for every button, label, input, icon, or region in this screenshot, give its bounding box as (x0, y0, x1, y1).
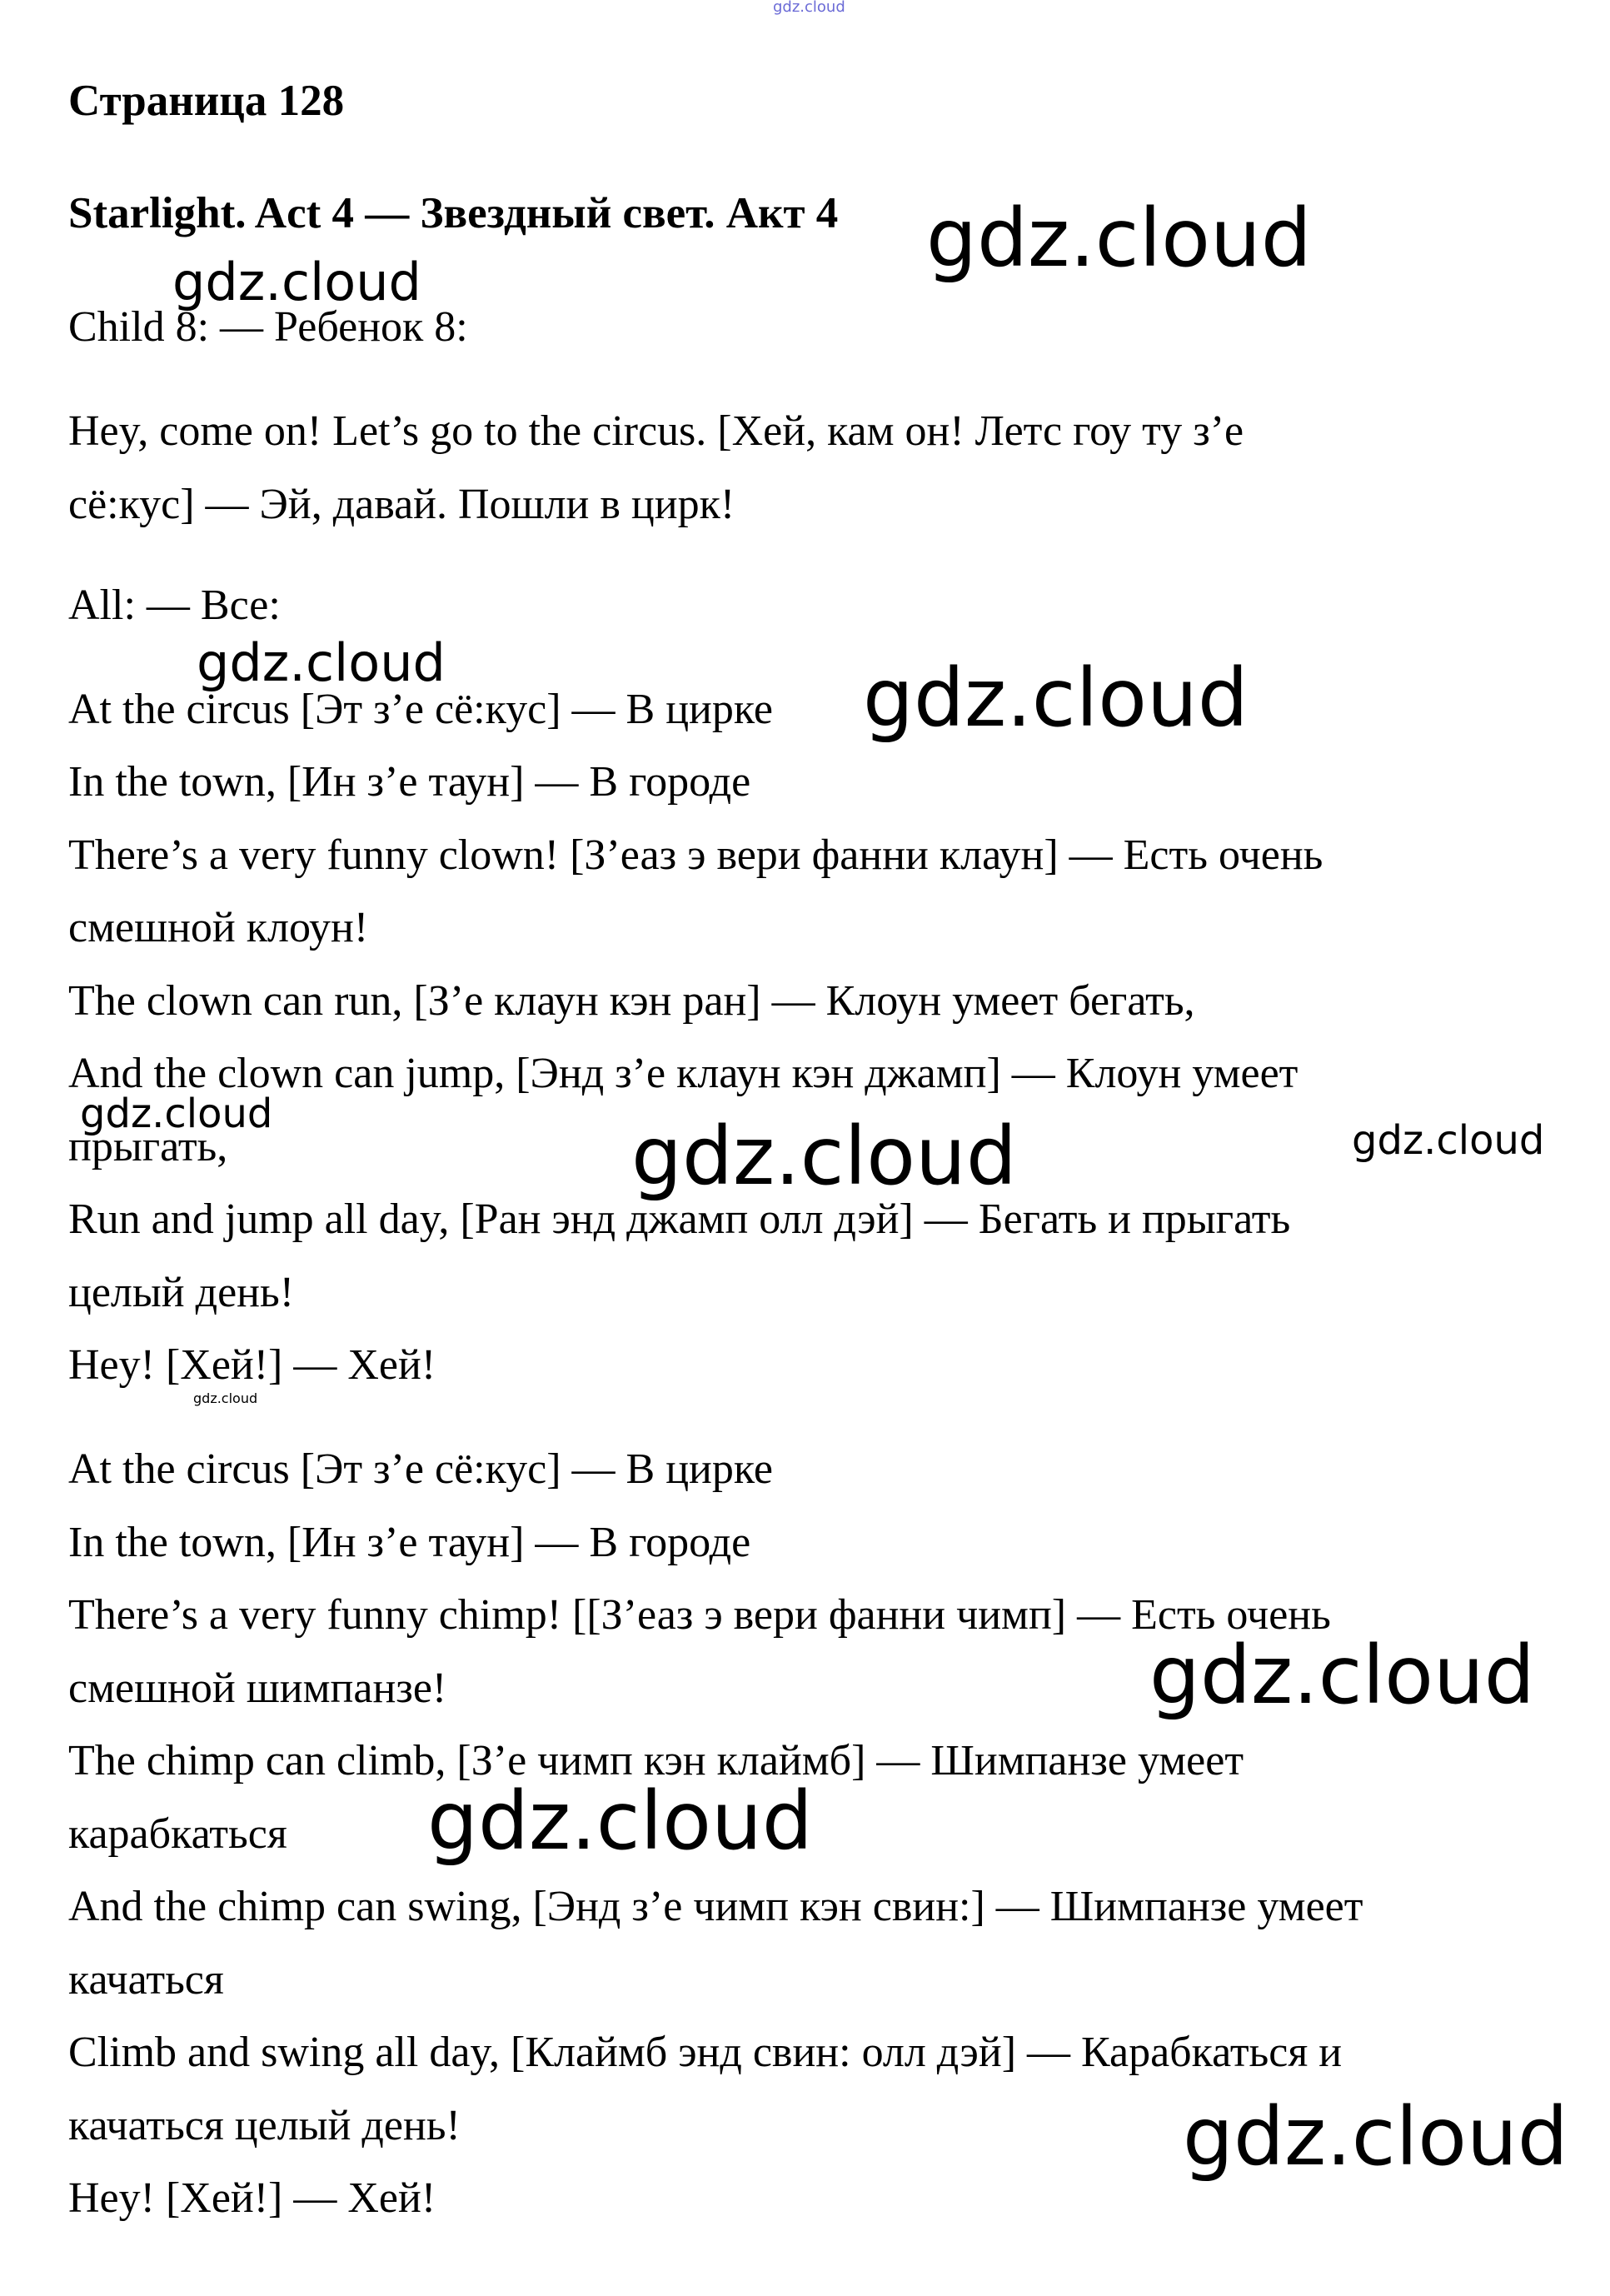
text-line: In the town, [Ин з’е таун] — В городе (68, 758, 751, 806)
watermark: gdz.cloud (631, 1110, 1017, 1203)
text-line: прыгать, (68, 1123, 228, 1170)
text-line: All: — Все: (68, 581, 281, 629)
watermark: gdz.cloud (926, 192, 1312, 285)
text-line: In the town, [Ин з’е таун] — В городе (68, 1519, 751, 1566)
text-line: At the circus [Эт з’е сё:кус] — В цирке (68, 686, 773, 733)
watermark: gdz.cloud (197, 632, 446, 693)
text-line: Climb and swing all day, [Клаймб энд свин: олл дэй] — Карабкаться и (68, 2029, 1343, 2076)
text-line: Child 8: — Ребенок 8: (68, 303, 468, 351)
page-title: Страница 128 (68, 77, 345, 125)
text-line: качаться (68, 1956, 224, 2004)
text-line: At the circus [Эт з’е сё:кус] — В цирке (68, 1445, 773, 1493)
text-line: There’s a very funny chimp! [[З’еаз э вери фанни чимп] — Есть очень (68, 1591, 1331, 1639)
watermark: gdz.cloud (80, 1091, 273, 1137)
watermark: gdz.cloud (427, 1774, 813, 1868)
text-line: The chimp can climb, [З’е чимп кэн клаймб] — Шимпанзе умеет (68, 1737, 1244, 1784)
text-line: And the chimp can swing, [Энд з’е чимп кэн свин:] — Шимпанзе умеет (68, 1883, 1363, 1930)
text-line: There’s a very funny clown! [З’еаз э вери фанни клаун] — Есть очень (68, 831, 1323, 879)
watermark: gdz.cloud (172, 252, 421, 312)
text-line: качаться целый день! (68, 2102, 461, 2149)
text-line: карабкаться (68, 1810, 287, 1858)
text-line: смешной шимпанзе! (68, 1665, 447, 1712)
text-line: Hey! [Хей!] — Хей! (68, 1341, 436, 1389)
text-line: And the clown can jump, [Энд з’е клаун кэн джамп] — Клоун умеет (68, 1050, 1298, 1097)
text-line: смешной клоун! (68, 904, 369, 951)
section-title: Starlight. Act 4 — Звездный свет. Акт 4 (68, 189, 839, 237)
text-line: Run and jump all day, [Ран энд джамп олл дэй] — Бегать и прыгать (68, 1195, 1291, 1243)
text-line: Hey! [Хей!] — Хей! (68, 2174, 436, 2222)
watermark: gdz.cloud (1149, 1629, 1535, 1722)
text-line: целый день! (68, 1269, 295, 1316)
watermark: gdz.cloud (1183, 2090, 1568, 2184)
watermark: gdz.cloud (863, 651, 1249, 745)
watermark: gdz.cloud (193, 1390, 258, 1406)
text-line: The clown can run, [З’е клаун кэн ран] — Клоун умеет бегать, (68, 977, 1195, 1025)
watermark: gdz.cloud (1352, 1117, 1545, 1164)
text-line: Hey, come on! Let’s go to the circus. [Хей, кам он! Летс гоу ту з’е (68, 407, 1244, 455)
text-line: сё:кус] — Эй, давай. Пошли в цирк! (68, 481, 735, 528)
watermark-top: gdz.cloud (773, 0, 845, 16)
